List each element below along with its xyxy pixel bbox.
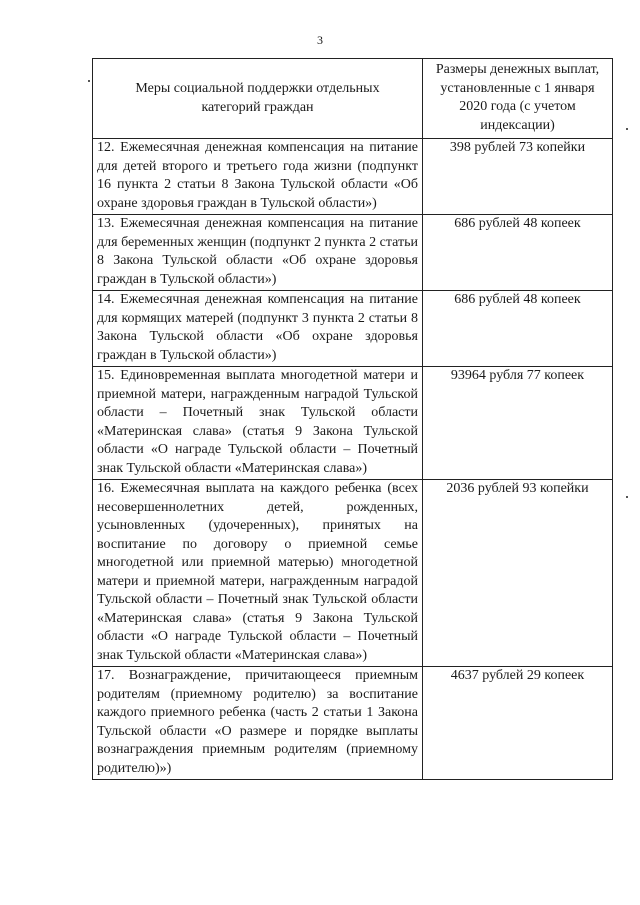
row-description: 17. Вознаграждение, причитающееся приемным родителям (приемному родителю) за воспитание каждого приемного ребенка (часть 2 статьи 1 Закона Тульской области «О размере и порядке выплаты вознаграждения приемным родителям (приемному родителю)») [93, 667, 423, 780]
row-amount: 2036 рублей 93 копейки [423, 480, 613, 667]
table-row [93, 367, 613, 480]
scan-dot [626, 496, 628, 498]
row-amount: 4637 рублей 29 копеек [423, 667, 613, 780]
row-amount: 686 рублей 48 копеек [423, 291, 613, 367]
page-number: 3 [317, 33, 323, 47]
scan-dot [626, 128, 628, 130]
header-amounts: Размеры денежных выплат, установленные с 1 января 2020 года (с учетом индексации) [423, 59, 613, 139]
table-row [93, 667, 613, 780]
table-header-row [93, 59, 613, 139]
row-description: 13. Ежемесячная денежная компенсация на питание для беременных женщин (подпункт 2 пункта 2 статьи 8 Закона Тульской области «Об охране здоровья граждан в Тульской области») [93, 215, 423, 291]
row-amount: 686 рублей 48 копеек [423, 215, 613, 291]
table-row [93, 291, 613, 367]
header-measures: Меры социальной поддержки отдельных категорий граждан [93, 59, 423, 139]
row-description: 16. Ежемесячная выплата на каждого ребенка (всех несовершеннолетних детей, рожденных, усыновленных (удочеренных), принятых на воспитание по договору о приемной семье многодетной или приемной матерью) многодетной матери и приемной матери, награжденным наградой Тульской области – Почетный знак Тульской области «Материнская слава» (статья 9 Закона Тульской области «О награде Тульской области – Почетный знак Тульской области «Материнская слава») [93, 480, 423, 667]
table-row [93, 215, 613, 291]
row-description: 15. Единовременная выплата многодетной матери и приемной матери, награжденным наградой Тульской области – Почетный знак Тульской области «Материнская слава» (статья 9 Закона Тульской области «О награде Тульской области – Почетный знак Тульской области «Материнская слава») [93, 367, 423, 480]
table-row [93, 480, 613, 667]
benefits-table [92, 58, 613, 780]
row-description: 14. Ежемесячная денежная компенсация на питание для кормящих матерей (подпункт 3 пункта 2 статьи 8 Закона Тульской области «Об охране здоровья граждан в Тульской области») [93, 291, 423, 367]
row-description: 12. Ежемесячная денежная компенсация на питание для детей второго и третьего года жизни (подпункт 16 пункта 2 статьи 8 Закона Тульской области «Об охране здоровья граждан в Тульской области») [93, 139, 423, 215]
table-row [93, 139, 613, 215]
row-amount: 398 рублей 73 копейки [423, 139, 613, 215]
row-amount: 93964 рубля 77 копеек [423, 367, 613, 480]
scan-dot [88, 80, 90, 82]
